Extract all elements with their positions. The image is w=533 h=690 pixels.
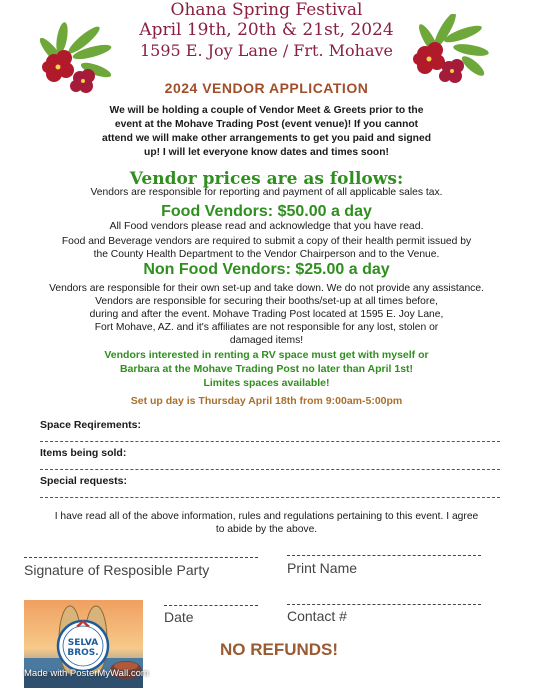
contact-label: Contact # bbox=[287, 608, 347, 624]
nonfood-rule-line: during and after the event. Mohave Trading Post located at 1595 E. Joy Lane, bbox=[89, 309, 444, 320]
special-requests-line[interactable] bbox=[40, 497, 500, 498]
no-refunds-notice: NO REFUNDS! bbox=[220, 640, 339, 659]
nonfood-rule-line: Vendors are responsible for securing their booths/set-up at all times before, bbox=[95, 296, 438, 307]
application-title: 2024 VENDOR APPLICATION bbox=[164, 80, 369, 96]
rv-space-line: Vendors interested in renting a RV space must get with myself or bbox=[104, 349, 429, 361]
logo-brand-line2: BROS. bbox=[67, 648, 99, 658]
health-permit-line: Food and Beverage vendors are required to submit a copy of their health permit issued by bbox=[61, 236, 472, 247]
rv-space-line: Barbara at the Mohave Trading Post no later than April 1st! bbox=[119, 363, 414, 375]
intro-line: attend we will make other arrangements to get you paid and signed bbox=[102, 133, 431, 144]
agreement-line: to abide by the above. bbox=[215, 524, 318, 535]
space-requirements-label: Space Reqirements: bbox=[40, 419, 141, 431]
signature-label: Signature of Resposible Party bbox=[24, 562, 210, 578]
watermark: Made with PosterMyWall.com bbox=[24, 668, 149, 679]
setup-day: Set up day is Thursday April 18th from 9:00am-5:00pm bbox=[130, 395, 403, 407]
logo-brand-line1: SELVA bbox=[67, 638, 99, 648]
items-sold-label: Items being sold: bbox=[40, 447, 127, 459]
sales-tax-note: Vendors are responsible for reporting and payment of all applicable sales tax. bbox=[90, 187, 443, 198]
food-vendors-note: All Food vendors please read and acknowledge that you have read. bbox=[109, 220, 424, 232]
signature-line[interactable] bbox=[24, 557, 258, 558]
food-vendors-heading: Food Vendors: $50.00 a day bbox=[161, 203, 372, 220]
festival-address: 1595 E. Joy Lane / Frt. Mohave bbox=[139, 41, 394, 60]
intro-line: event at the Mohave Trading Post (event venue)! If you cannot bbox=[114, 119, 419, 130]
print-name-line[interactable] bbox=[287, 555, 481, 556]
date-label: Date bbox=[164, 609, 194, 625]
prices-heading: Vendor prices are as follows: bbox=[129, 169, 404, 189]
festival-name: Ohana Spring Festival bbox=[170, 0, 363, 20]
nonfood-rule-line: Fort Mohave, AZ. and it's affiliates are not responsible for any lost, stolen or bbox=[94, 322, 439, 333]
special-requests-label: Special requests: bbox=[40, 475, 127, 487]
date-line[interactable] bbox=[164, 605, 258, 606]
items-sold-line[interactable] bbox=[40, 469, 500, 470]
hibiscus-flower-right-icon bbox=[405, 14, 491, 88]
intro-line: up! I will let everyone know dates and times soon! bbox=[144, 147, 389, 158]
nonfood-rule-line: Vendors are responsible for their own set-up and take down. We do not provide any assistance. bbox=[49, 283, 484, 294]
agreement-line: I have read all of the above information, rules and regulations pertaining to this event. I agree bbox=[54, 511, 479, 522]
nonfood-rule-line: damaged items! bbox=[229, 335, 304, 346]
space-requirements-line[interactable] bbox=[40, 441, 500, 442]
rv-space-line: Limites spaces available! bbox=[203, 377, 330, 389]
festival-dates: April 19th, 20th & 21st, 2024 bbox=[139, 20, 394, 40]
print-name-label: Print Name bbox=[287, 560, 358, 576]
contact-line[interactable] bbox=[287, 604, 481, 605]
intro-line: We will be holding a couple of Vendor Meet & Greets prior to the bbox=[109, 105, 424, 116]
nonfood-vendors-heading: Non Food Vendors: $25.00 a day bbox=[143, 261, 390, 278]
health-permit-line: the County Health Department to the Vendor Chairperson and to the Venue. bbox=[93, 249, 440, 260]
